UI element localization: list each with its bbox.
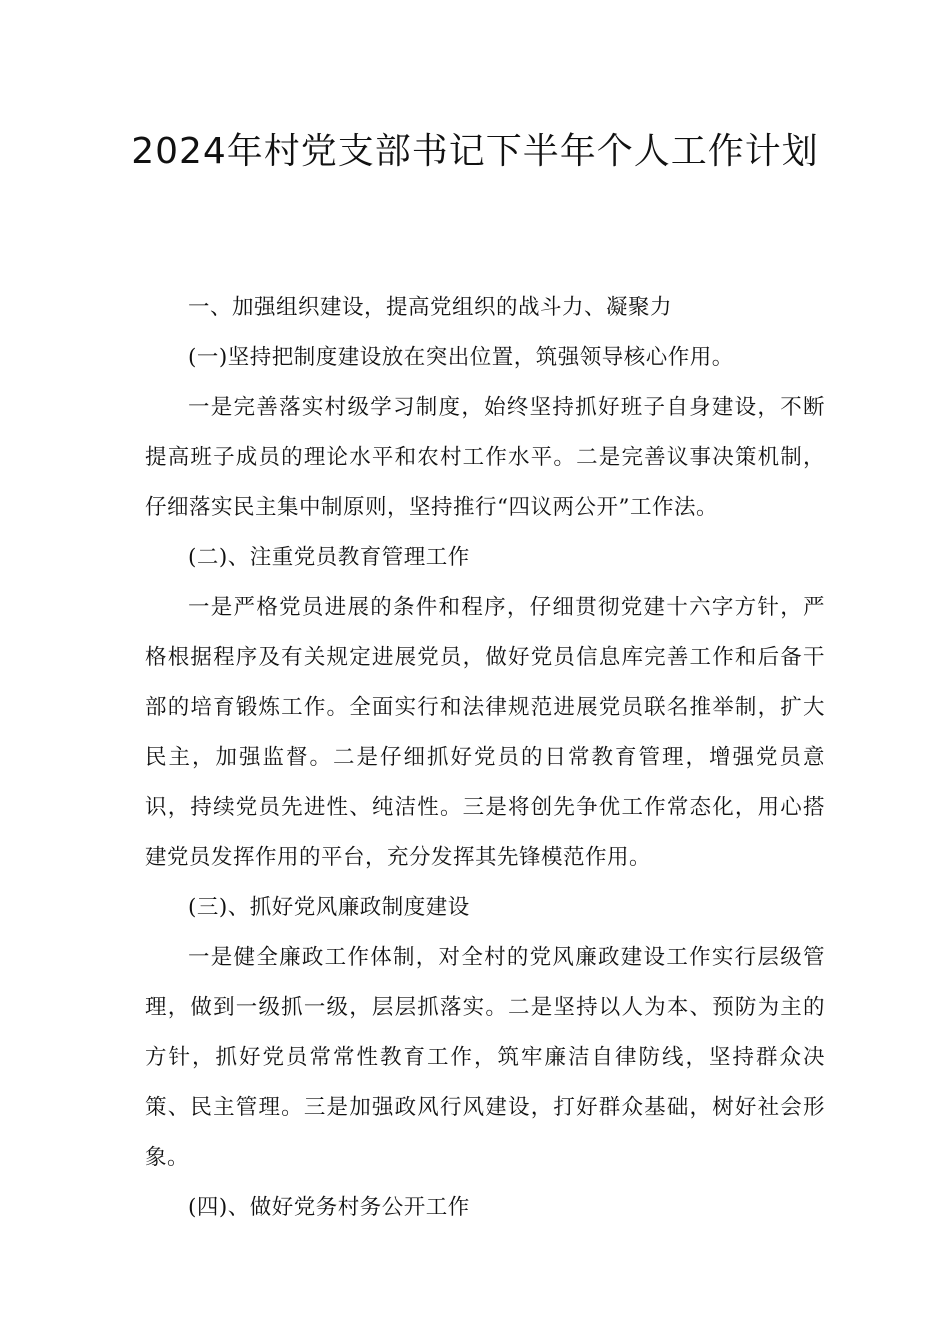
subsection-heading-2: (二)、注重党员教育管理工作 [188,545,470,570]
subsection-heading-1: (一)坚持把制度建设放在突出位置，筑强领导核心作用。 [188,345,734,370]
subsection-heading-4: (四)、做好党务村务公开工作 [188,1195,470,1220]
section-heading-1: 一、加强组织建设，提高党组织的战斗力、凝聚力 [188,295,673,320]
document-body [145,283,825,1233]
document-title: 2024年村党支部书记下半年个人工作计划 [131,131,819,172]
body-paragraph-2: 一是严格党员进展的条件和程序，仔细贯彻党建十六字方针，严格根据程序及有关规定进展党员，做好党员信息库完善工作和后备干部的培育锻炼工作。全面实行和法律规范进展党员联名推举制，扩大民主，加强监督。二是仔细抓好党员的日常教育管理，增强党员意识，持续党员先进性、纯洁性。三是将创先争优工作常态化，用心搭建党员发挥作用的平台，充分发挥其先锋模范作用。 [145,595,825,870]
subsection-heading-3: (三)、抓好党风廉政制度建设 [188,895,470,920]
body-paragraph-1: 一是完善落实村级学习制度，始终坚持抓好班子自身建设，不断提高班子成员的理论水平和农村工作水平。二是完善议事决策机制，仔细落实民主集中制原则，坚持推行“四议两公开”工作法。 [145,395,825,520]
body-paragraph-3: 一是健全廉政工作体制，对全村的党风廉政建设工作实行层级管理，做到一级抓一级，层层抓落实。二是坚持以人为本、预防为主的方针，抓好党员常常性教育工作，筑牢廉洁自律防线，坚持群众决策、民主管理。三是加强政风行风建设，打好群众基础，树好社会形象。 [145,945,825,1170]
